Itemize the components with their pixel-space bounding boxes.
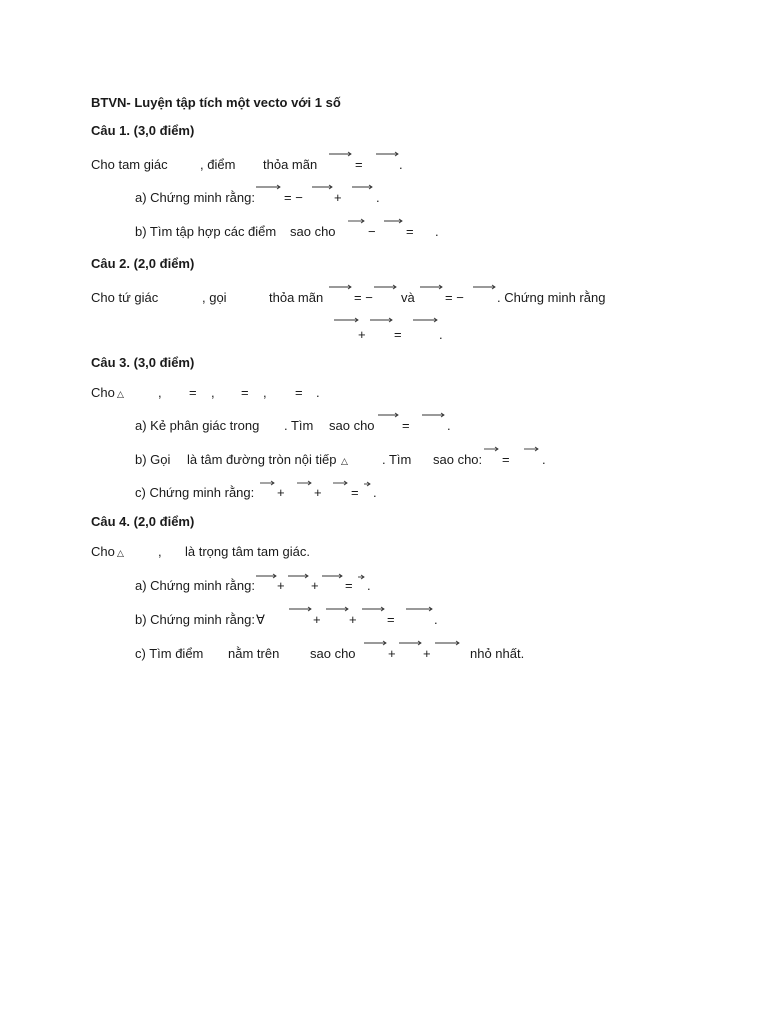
vector-arrow <box>374 284 396 290</box>
text-segment: sao cho <box>290 224 336 239</box>
equals-sign: = <box>241 385 249 400</box>
equals-minus: = − <box>354 290 373 305</box>
vector-arrow <box>420 284 442 290</box>
period: . <box>434 612 438 627</box>
text-segment: . Chứng minh rằng <box>497 290 606 305</box>
question-2-heading: Câu 2. (2,0 điểm) <box>91 256 195 271</box>
period: . <box>435 224 439 239</box>
text-segment: là trọng tâm tam giác. <box>185 544 310 559</box>
vector-arrow <box>348 218 364 224</box>
text-segment: thỏa mãn <box>269 290 324 305</box>
vector-arrow <box>297 480 311 486</box>
text-segment: a) Chứng minh rằng: <box>135 578 255 593</box>
plus-sign: + <box>277 578 285 593</box>
text-segment: b) Gọi <box>135 452 171 467</box>
question-3-heading: Câu 3. (3,0 điểm) <box>91 355 195 370</box>
plus-sign: + <box>358 327 366 342</box>
plus-sign: + <box>314 485 322 500</box>
equals-sign: = <box>351 485 359 500</box>
vector-arrow <box>329 284 351 290</box>
comma: , <box>158 385 162 400</box>
document-title: BTVN- Luyện tập tích một vecto với 1 số <box>91 95 341 110</box>
vector-arrow <box>376 151 398 157</box>
vector-arrow <box>260 480 274 486</box>
vector-arrow <box>312 184 332 190</box>
vector-arrow <box>352 184 372 190</box>
text-segment: . Tìm <box>284 418 314 433</box>
vector-arrow <box>333 480 347 486</box>
equals-minus: = − <box>284 190 303 205</box>
period: . <box>316 385 320 400</box>
plus-sign: + <box>349 612 357 627</box>
vector-arrow <box>378 412 398 418</box>
equals-minus: = − <box>445 290 464 305</box>
text-segment: thỏa mãn <box>263 157 318 172</box>
vector-arrow <box>370 317 392 323</box>
triangle-icon: △ <box>117 389 124 399</box>
triangle-icon: △ <box>341 456 348 466</box>
vector-arrow <box>256 573 276 579</box>
vector-arrow <box>256 184 280 190</box>
text-segment: Cho tứ giác <box>91 290 159 305</box>
vector-arrow <box>473 284 495 290</box>
comma: , <box>158 544 162 559</box>
comma: , <box>211 385 215 400</box>
vector-arrow <box>413 317 437 323</box>
vector-arrow <box>422 412 444 418</box>
vector-arrow <box>322 573 342 579</box>
text-segment: nhỏ nhất. <box>470 646 525 661</box>
plus-sign: + <box>423 646 431 661</box>
vector-arrow <box>524 446 538 452</box>
vector-arrow <box>484 446 498 452</box>
vector-arrow <box>435 640 459 646</box>
plus-sign: + <box>313 612 321 627</box>
minus-sign: − <box>368 224 376 239</box>
text-segment: b) Tìm tập hợp các điểm <box>135 224 277 239</box>
equals-sign: = <box>295 385 303 400</box>
period: . <box>447 418 451 433</box>
vector-arrow <box>364 640 386 646</box>
text-segment: c) Tìm điểm <box>135 646 204 661</box>
comma: , <box>263 385 267 400</box>
period: . <box>399 157 403 172</box>
equals-sign: = <box>387 612 395 627</box>
zero-vector-arrow <box>364 481 370 487</box>
text-segment: sao cho: <box>433 452 483 467</box>
vector-arrow <box>326 606 348 612</box>
equals-sign: = <box>345 578 353 593</box>
plus-sign: + <box>334 190 342 205</box>
equals-sign: = <box>406 224 414 239</box>
question-1-heading: Câu 1. (3,0 điểm) <box>91 123 195 138</box>
period: . <box>439 327 443 342</box>
plus-sign: + <box>388 646 396 661</box>
vector-arrow <box>334 317 358 323</box>
zero-vector-arrow <box>358 574 364 580</box>
text-segment: . Tìm <box>382 452 412 467</box>
text-segment: , điểm <box>200 157 236 172</box>
equals-sign: = <box>394 327 402 342</box>
text-segment: là tâm đường tròn nội tiếp <box>187 452 337 467</box>
vector-arrow <box>289 606 311 612</box>
question-4-heading: Câu 4. (2,0 điểm) <box>91 514 195 529</box>
text-segment: và <box>401 290 415 305</box>
triangle-icon: △ <box>117 548 124 558</box>
equals-sign: = <box>189 385 197 400</box>
text-segment: nằm trên <box>228 646 280 661</box>
text-segment: a) Kẻ phân giác trong <box>135 418 260 433</box>
period: . <box>542 452 546 467</box>
text-segment: Cho <box>91 385 115 400</box>
vector-arrow <box>384 218 402 224</box>
vector-arrow <box>362 606 384 612</box>
text-segment: c) Chứng minh rằng: <box>135 485 255 500</box>
vector-arrow <box>329 151 351 157</box>
period: . <box>376 190 380 205</box>
plus-sign: + <box>311 578 319 593</box>
text-segment: , gọi <box>202 290 227 305</box>
period: . <box>373 485 377 500</box>
equals-sign: = <box>355 157 363 172</box>
text-segment: b) Chứng minh rằng: <box>135 612 255 627</box>
text-segment: a) Chứng minh rằng: <box>135 190 255 205</box>
vector-arrow <box>288 573 308 579</box>
text-segment: sao cho <box>310 646 356 661</box>
text-segment: sao cho <box>329 418 375 433</box>
period: . <box>367 578 371 593</box>
equals-sign: = <box>502 452 510 467</box>
vector-arrow <box>406 606 432 612</box>
vector-arrow <box>399 640 421 646</box>
equals-sign: = <box>402 418 410 433</box>
plus-sign: + <box>277 485 285 500</box>
for-all-symbol: ∀ <box>256 612 265 627</box>
text-segment: Cho tam giác <box>91 157 168 172</box>
text-segment: Cho <box>91 544 115 559</box>
